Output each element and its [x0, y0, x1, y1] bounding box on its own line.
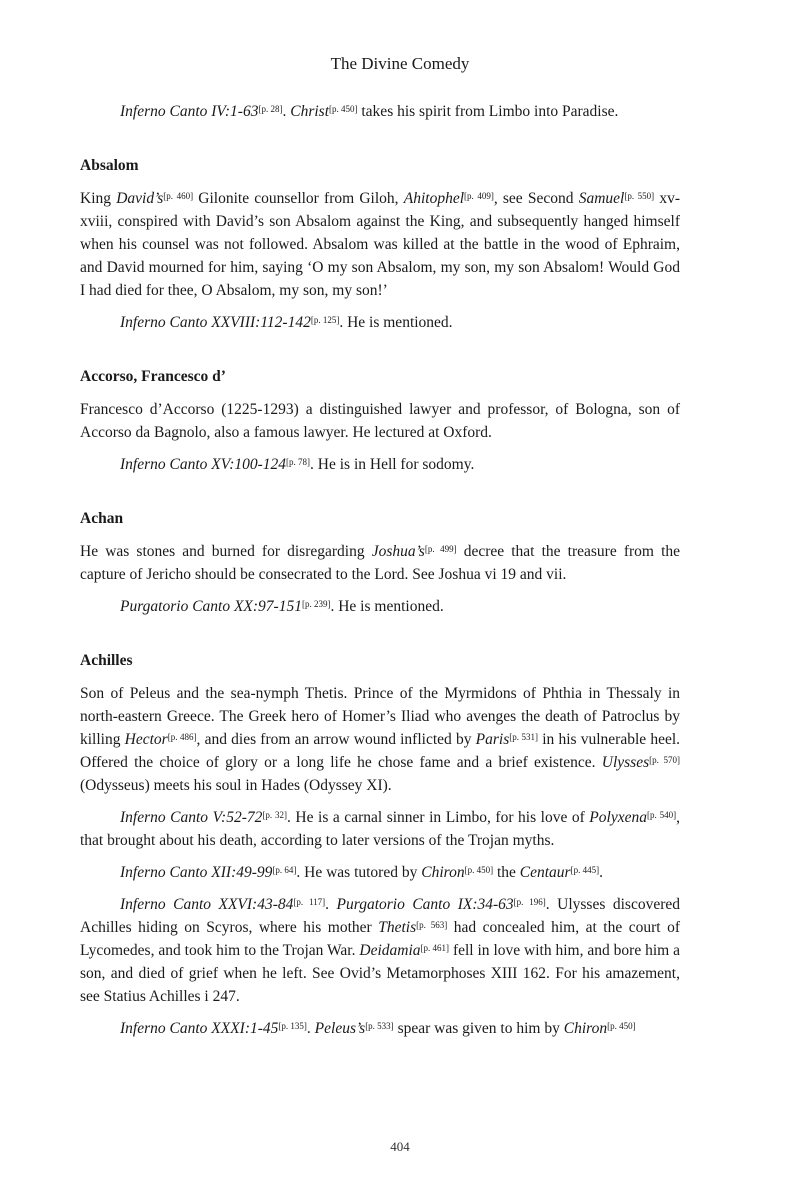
text-run: Son of Peleus and the sea-nymph Thetis. Prince of the Myrmidons of Phthia in Thessaly in north-eastern Greece. The Greek hero of Homer’s Iliad who avenges the death of Patroclus by killing [80, 685, 680, 748]
italic-term: Inferno Canto XII:49-99 [120, 864, 273, 881]
entry-heading: Accorso, Francesco d’ [80, 368, 226, 385]
page-reference: [p. 450] [329, 104, 358, 114]
canto-reference [80, 806, 680, 852]
italic-term: Inferno Canto IV:1-63 [120, 103, 259, 120]
page-reference: [p. 135] [278, 1021, 307, 1031]
page-reference: [p. 117] [293, 897, 326, 907]
glossary-entry [80, 365, 680, 476]
glossary-content [80, 100, 680, 1071]
italic-term: Inferno Canto V:52-72 [120, 809, 263, 826]
italic-term: Christ [290, 103, 329, 120]
page-reference: [p. 499] [424, 544, 457, 554]
text-run: (Odysseus) meets his soul in Hades (Odyssey XI). [80, 777, 392, 794]
entry-heading: Achilles [80, 652, 133, 669]
italic-term: Peleus’s [314, 1020, 366, 1037]
entry-body [80, 682, 680, 797]
page-reference: [p. 125] [310, 315, 340, 325]
page-reference: [p. 196] [513, 897, 546, 907]
canto-reference [80, 595, 680, 618]
running-header: The Divine Comedy [330, 54, 470, 73]
text-run: , see Second [493, 190, 579, 207]
page-reference: [p. 409] [464, 191, 494, 201]
page-reference: [p. 533] [365, 1021, 394, 1031]
text-run: xv-xviii, conspired with David’s son Absalom against the King, and subsequently hanged himself when his counsel was not followed. Absalom was killed at the battle in the wood of Ephraim, and David mourned for him, saying ‘O my son Absalom, my son, my son Absalom! Would God I had died for thee, O Absalom, my son, my son!’ [80, 190, 681, 299]
text-run: He was stones and burned for disregarding [80, 543, 372, 560]
italic-term: Purgatorio Canto IX:34-63 [336, 896, 514, 913]
italic-term: David’s [116, 190, 164, 207]
text-run: . He is a carnal sinner in Limbo, for his love of [287, 809, 590, 826]
page-reference: [p. 32] [262, 810, 288, 820]
glossary-entry [80, 507, 680, 618]
italic-term: Centaur [519, 864, 571, 881]
page-reference: [p. 531] [509, 732, 539, 742]
page-reference: [p. 28] [258, 104, 283, 114]
entry-body [80, 540, 680, 586]
text-run: fell in love with him, and bore him a son, and died of grief when he left. See Ovid’s Metamorphoses XIII 162. For his amazement, see Statius Achilles i 247. [80, 942, 681, 1005]
canto-reference [80, 100, 680, 123]
page-reference: [p. 239] [301, 599, 331, 609]
entry-heading: Absalom [80, 157, 139, 174]
text-run: spear was given to him by [393, 1020, 564, 1037]
glossary-entry [80, 649, 680, 1040]
italic-term: Ahitophel [403, 190, 465, 207]
text-run: , and dies from an arrow wound inflicted by [196, 731, 476, 748]
entry-heading: Achan [80, 510, 124, 527]
text-run: in his vulnerable heel. Offered the choice of glory or a long life he chose fame and a brief existence. [80, 731, 681, 771]
page-reference: [p. 486] [167, 732, 197, 742]
page-reference: [p. 563] [416, 920, 448, 930]
glossary-entry [80, 154, 680, 334]
text-run: the [493, 864, 520, 881]
page-number: 404 [390, 1139, 410, 1154]
italic-term: Inferno Canto XXXI:1-45 [120, 1020, 279, 1037]
canto-reference [80, 861, 680, 884]
glossary-entry [80, 100, 680, 123]
italic-term: Samuel [578, 190, 625, 207]
text-run: Gilonite counsellor from Giloh, [193, 190, 404, 207]
page-reference: [p. 64] [272, 865, 297, 875]
page-reference: [p. 450] [607, 1021, 636, 1031]
text-run: decree that the treasure from the capture of Jericho should be consecrated to the Lord. See Joshua vi 19 and vii. [80, 543, 680, 583]
page-reference: [p. 570] [649, 755, 680, 765]
text-run: Francesco d’Accorso (1225-1293) a distinguished lawyer and professor, of Bologna, son of Accorso da Bagnolo, also a famous lawyer. He lectured at Oxford. [80, 401, 680, 441]
italic-term: Paris [475, 731, 510, 748]
text-run: . [599, 864, 603, 881]
page-reference: [p. 550] [624, 191, 655, 201]
italic-term: Purgatorio Canto XX:97-151 [120, 598, 302, 615]
italic-term: Joshua’s [371, 543, 425, 560]
page-reference: [p. 450] [464, 865, 494, 875]
text-run: King [80, 190, 117, 207]
text-run: . He is mentioned. [339, 314, 453, 331]
text-run: . He was tutored by [296, 864, 422, 881]
text-run: had concealed him, at the court of Lycomedes, and took him to the Trojan War. [80, 919, 680, 959]
page-reference: [p. 461] [420, 943, 450, 953]
canto-reference [80, 1017, 680, 1040]
canto-reference [80, 893, 680, 1008]
italic-term: Hector [124, 731, 168, 748]
text-run: . [282, 103, 291, 120]
italic-term: Ulysses [601, 754, 650, 771]
italic-term: Chiron [421, 864, 465, 881]
italic-term: Inferno Canto XXVI:43-84 [120, 896, 294, 913]
page-reference: [p. 78] [286, 457, 311, 467]
entry-body [80, 398, 680, 444]
entry-body [80, 187, 680, 302]
italic-term: Inferno Canto XV:100-124 [120, 456, 287, 473]
text-run: . He is in Hell for sodomy. [310, 456, 475, 473]
italic-term: Deidamia [359, 942, 421, 959]
page-reference: [p. 540] [646, 810, 677, 820]
page-reference: [p. 460] [163, 191, 194, 201]
italic-term: Polyxena [589, 809, 647, 826]
text-run: takes his spirit from Limbo into Paradise. [357, 103, 619, 120]
text-run: . [306, 1020, 315, 1037]
canto-reference [80, 311, 680, 334]
page-reference: [p. 445] [570, 865, 600, 875]
text-run: . Ulysses discovered Achilles hiding on Scyros, where his mother [80, 896, 680, 936]
text-run: . He is mentioned. [330, 598, 444, 615]
text-run: . [325, 896, 337, 913]
italic-term: Inferno Canto XXVIII:112-142 [120, 314, 311, 331]
canto-reference [80, 453, 680, 476]
text-run: , that brought about his death, according to later versions of the Trojan myths. [80, 809, 680, 849]
italic-term: Thetis [378, 919, 417, 936]
italic-term: Chiron [563, 1020, 608, 1037]
